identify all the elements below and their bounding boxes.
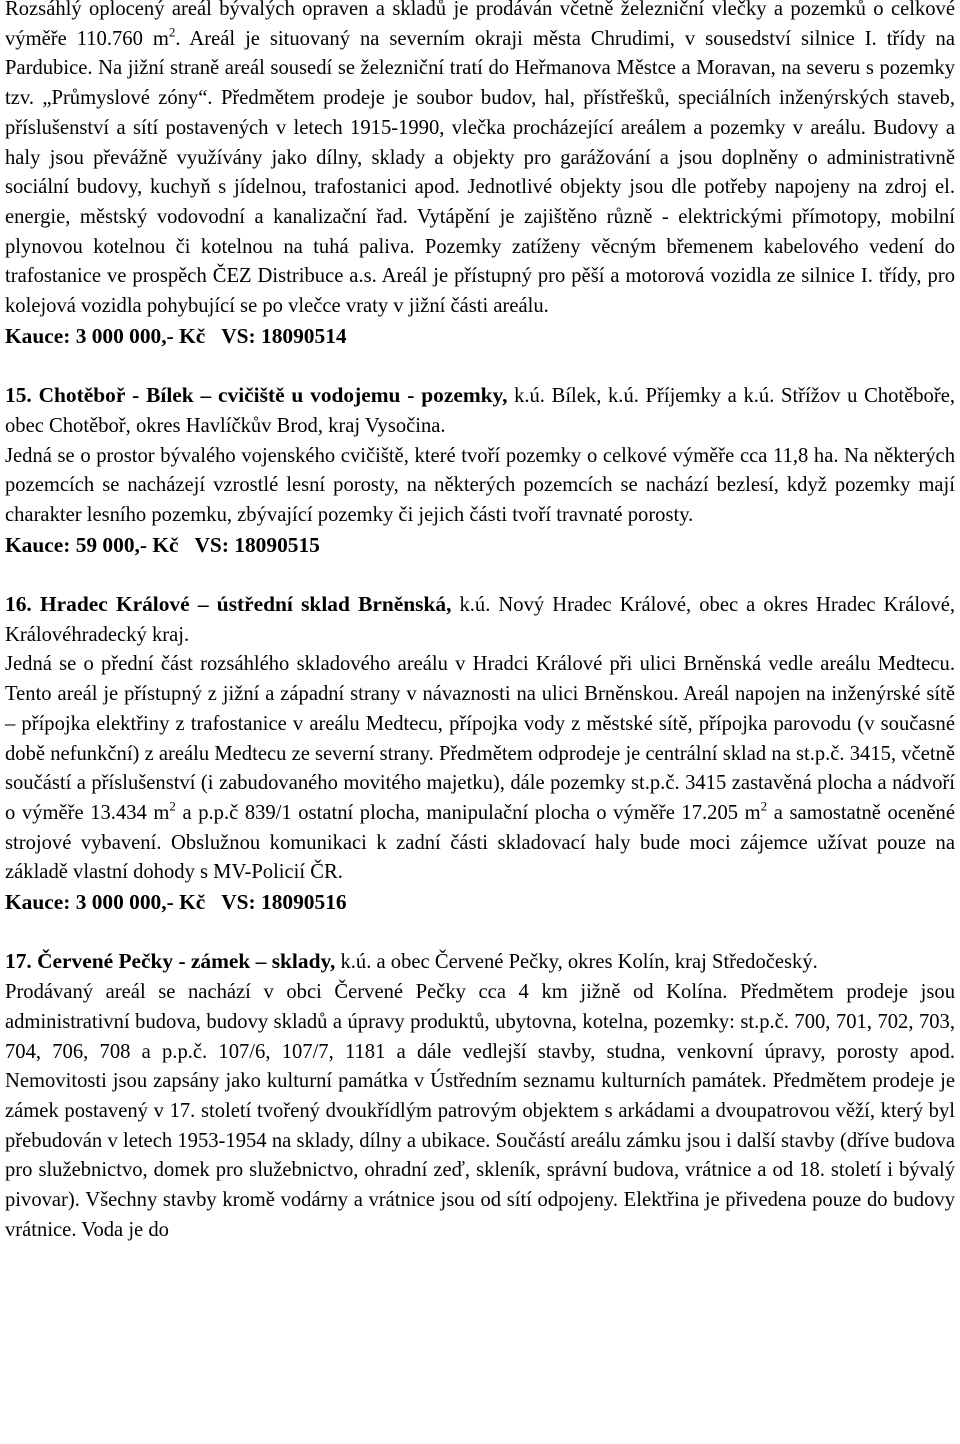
deposit-amount: Kauce: 59 000,- Kč [5, 532, 179, 557]
variable-symbol: VS: 18090515 [194, 532, 320, 557]
variable-symbol: VS: 18090514 [221, 323, 347, 348]
item-14-description: Rozsáhlý oplocený areál bývalých opraven a skladů je prodáván včetně železniční vlečky a pozemků o celkové výměře 110.760 $m^2$. Areál je situovaný na severním okraji města Chrudimi, v sousedství silnice I. třídy na Pardubice. Na jižní straně areál sousedí se železniční tratí do Heřmanova Městce a Moravan, na severu s pozemky tzv. „Průmyslové zóny“. Předmětem prodeje je soubor budov, hal, přístřešků, speciálních inženýrských staveb, příslušenství a sítí postavených v letech 1915-1990, vlečka procházející areálem a pozemky v areálu. Budovy a haly jsou převážně využívány jako dílny, sklady a objekty pro garážování a jsou doplněny o administrativně sociální budovy, kuchyň s jídelnou, trafostanici apod. Jednotlivé objekty jsou dle potřeby napojeny na zdroj el. energie, městský vodovodní a kanalizační řad. Vytápění je zajištěno různě - elektrickými přímotopy, mobilní plynovou kotelnou či kotelnou na tuhá paliva. Pozemky zatíženy věcným břemenem kabelového vedení do trafostanice ve prospěch ČEZ Distribuce a.s. Areál je přístupný pro pěší a motorová vozidla ze silnice I. třídy, pro kolejová vozidla pohybující se po vlečce vraty v jižní části areálu. [5, 0, 955, 318]
superscript: 2 [760, 798, 768, 814]
item-15-location: k.ú. Bílek, k.ú. Příjemky a k.ú. Střížov u Chotěboře, obec Chotěboř, okres Havlíčkův Brod, kraj Vysočina. [5, 385, 955, 437]
deposit-amount: Kauce: 3 000 000,- Kč [5, 890, 206, 915]
item-17-description: Prodávaný areál se nachází v obci Červené Pečky cca 4 km jižně od Kolína. Předmětem prodeje jsou administrativní budova, budovy skladů a úpravy produktů, ubytovna, kotelna, pozemky: st.p.č. 700, 701, 702, 703, 704, 706, 708 a p.p.č. 107/6, 107/7, 1181 a dále vedlejší stavby, studna, venkovní úpravy, porosty apod. Nemovitosti jsou zapsány jako kulturní památka v Ústředním seznamu kulturních památek. Předmětem prodeje je zámek postavený v 17. století tvořený dvoukřídlým patrovým objektem s arkádami a dvoupatrovou věží, který byl přebudován v letech 1953-1954 na sklady, dílny a ubikace. Součástí areálu zámku jsou i další stavby (dříve budova pro služebnictvo, domek pro služebnictvo, ohradní zeď, skleník, správní budova, vrátnice a od 18. století i bývalý pivovar). Všechny stavby kromě vodárny a vrátnice jsou od sítí odpojeny. Elektřina je přivedena pouze do budovy vrátnice. Voda je do [5, 981, 955, 1241]
item-16-description: Jedná se o přední část rozsáhlého skladového areálu v Hradci Králové při ulici Brněnská vedle areálu Medtecu. Tento areál je přístupný z jižní a západní strany v návaznosti na ulici Brněnskou. Areál napojen na inženýrské sítě – přípojka elektřiny z trafostanice v areálu Medtecu, přípojka vody z městské sítě, přípojka parovodu (v současné době nefunkční) z areálu Medtecu ze severní strany. Předmětem odprodeje je centrální sklad na st.p.č. 3415, včetně součástí a příslušenství (i zabudovaného movitého majetku), dále pozemky st.p.č. 3415 zastavěná plocha a nádvoří o výměře 13.434 $m^2$ a p.p.č 839/1 ostatní plocha, manipulační plocha o výměře 17.205 $m^2$ a samostatně oceněné strojové vybavení. Obslužnou komunikaci k zadní části skladovací haly bude moci zájemce užívat pouze na základě vlastní dohody s MV-Policií ČR. [5, 653, 955, 884]
superscript: 2 [169, 798, 176, 814]
item-17-location: k.ú. a obec Červené Pečky, okres Kolín, kraj Středočeský. [335, 951, 818, 974]
item-14-deposit [5, 322, 955, 352]
item-16-heading [5, 590, 955, 650]
item-15-title: 15. Chotěboř - Bílek – cvičiště u vodojemu - pozemky, [5, 383, 508, 408]
variable-symbol: VS: 18090516 [221, 890, 347, 915]
deposit-amount: Kauce: 3 000 000,- Kč [5, 323, 206, 348]
item-16-location: k.ú. Nový Hradec Králové, obec a okres Hradec Králové, Královéhradecký kraj. [5, 594, 955, 646]
item-15-deposit [5, 531, 955, 561]
item-16-title: 16. Hradec Králové – ústřední sklad Brněnská, [5, 592, 452, 617]
document-page [5, 0, 955, 1245]
item-17-heading [5, 947, 955, 978]
item-16-deposit [5, 888, 955, 918]
item-17-title: 17. Červené Pečky - zámek – sklady, [5, 949, 336, 974]
item-15-description: Jedná se o prostor bývalého vojenského cvičiště, které tvoří pozemky o celkové výměře cca 11,8 ha. Na některých pozemcích se nacházejí vzrostlé lesní porosty, na některých pozemcích se nachází bezlesí, když pozemky mají charakter lesního pozemku, zbývající pozemky či jejich části tvoří travnaté porosty. [5, 444, 955, 526]
superscript: 2 [168, 24, 176, 40]
item-15-heading [5, 381, 955, 441]
